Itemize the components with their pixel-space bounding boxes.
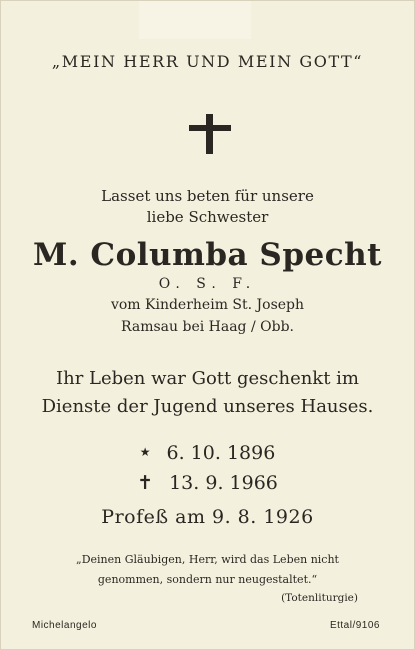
cross-icon bbox=[189, 114, 231, 154]
artist-credit: Michelangelo bbox=[32, 620, 97, 631]
birth-date: 6. 10. 1896 bbox=[166, 442, 276, 464]
religious-order: O. S. F. bbox=[158, 276, 257, 292]
print-reference: Ettal/9106 bbox=[329, 620, 380, 631]
card-top-tab bbox=[139, 1, 251, 39]
death-date: 13. 9. 1966 bbox=[169, 472, 278, 494]
prayer-line-2: liebe Schwester bbox=[146, 208, 269, 226]
quote-source: (Totenliturgie) bbox=[281, 592, 358, 604]
cross-horizontal-bar bbox=[189, 125, 231, 131]
home-line-1: vom Kinderheim St. Joseph bbox=[110, 297, 305, 313]
profession-date: Profeß am 9. 8. 1926 bbox=[101, 506, 314, 528]
motto-text: „MEIN HERR UND MEIN GOTT“ bbox=[51, 52, 364, 71]
star-icon: ★ bbox=[139, 445, 151, 459]
life-line-1: Ihr Leben war Gott geschenkt im bbox=[55, 368, 359, 389]
quote-line-2: genommen, sondern nur neugestaltet.“ bbox=[97, 573, 318, 586]
prayer-line-1: Lasset uns beten für unsere bbox=[101, 187, 314, 205]
home-line-2: Ramsau bei Haag / Obb. bbox=[121, 319, 294, 335]
birth-date-row bbox=[1, 442, 414, 464]
quote-line-1: „Deinen Gläubigen, Herr, wird das Leben nicht bbox=[76, 553, 339, 566]
life-line-2: Dienste der Jugend unseres Hauses. bbox=[41, 396, 374, 417]
death-date-row bbox=[1, 472, 414, 494]
cross-vertical-bar bbox=[206, 114, 213, 154]
deceased-name: M. Columba Specht bbox=[33, 237, 382, 273]
small-cross-icon: ✝ bbox=[137, 472, 154, 494]
